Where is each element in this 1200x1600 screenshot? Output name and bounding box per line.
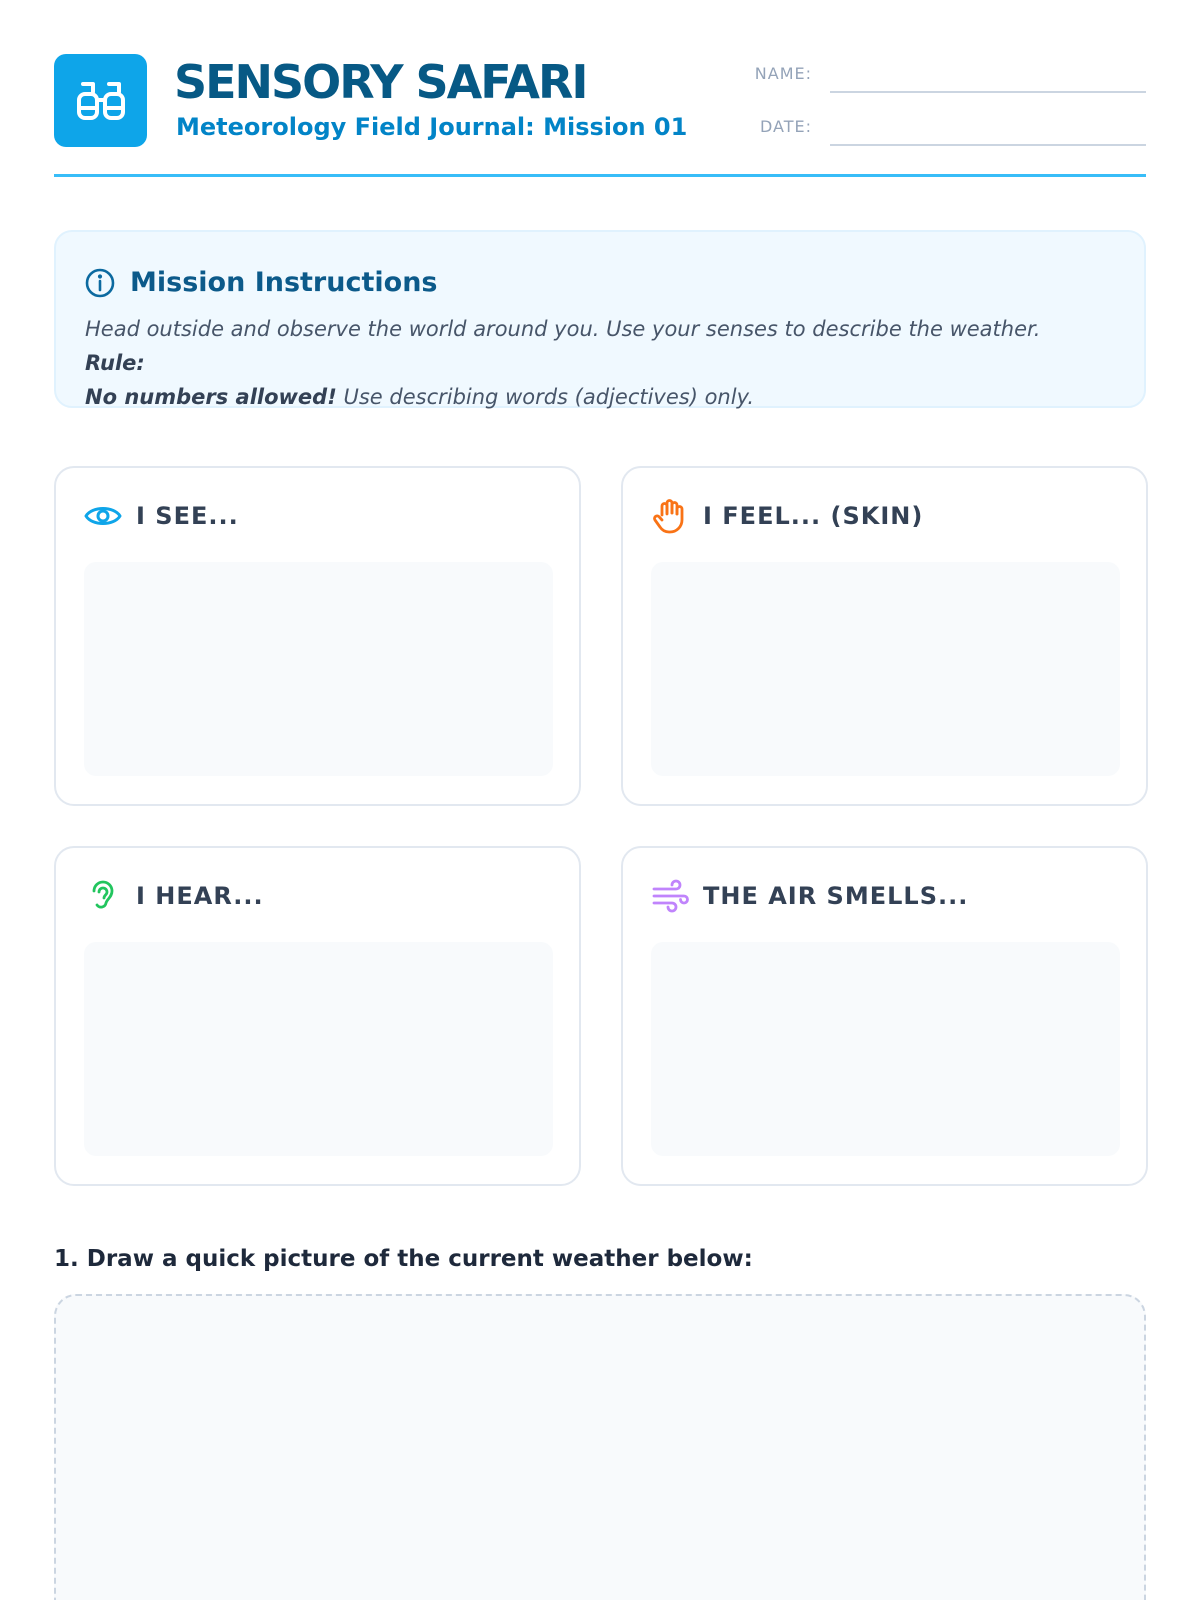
instructions-title: Mission Instructions [130,267,438,298]
name-label: NAME: [754,64,812,83]
hand-icon [651,497,689,535]
instructions-text: Head outside and observe the world around you. Use your senses to describe the weather. Rule: No numbers allowed! Use describing words (adjectives) only. [85,317,1041,409]
page-subtitle: Meteorology Field Journal: Mission 01 [176,113,688,141]
eye-icon [84,502,122,530]
sense-card-see [54,466,581,806]
sense-label-hear: I HEAR... [136,882,264,910]
ear-icon [84,877,122,915]
sense-label-see: I SEE... [136,502,239,530]
rule-label: Rule: [85,351,145,375]
mission-instructions [54,230,1146,408]
hear-response-area[interactable] [84,942,553,1156]
header-divider [54,174,1146,177]
header [54,54,1146,178]
binoculars-icon [75,78,127,124]
sense-label-smell: THE AIR SMELLS... [703,882,969,910]
date-label: DATE: [759,117,812,136]
sense-card-hear [54,846,581,1186]
info-icon [84,267,116,299]
date-field[interactable] [830,144,1146,146]
draw-prompt: 1. Draw a quick picture of the current weather below: [54,1246,753,1272]
sense-card-smell [621,846,1148,1186]
drawing-area[interactable] [54,1294,1146,1600]
name-field[interactable] [830,91,1146,93]
see-response-area[interactable] [84,562,553,776]
rule-text: No numbers allowed! [85,385,337,409]
smell-response-area[interactable] [651,942,1120,1156]
wind-icon [651,879,689,913]
binoculars-logo [54,54,147,147]
page-title: SENSORY SAFARI [174,55,587,109]
sense-label-feel: I FEEL... (SKIN) [703,502,924,530]
sense-card-feel [621,466,1148,806]
feel-response-area[interactable] [651,562,1120,776]
